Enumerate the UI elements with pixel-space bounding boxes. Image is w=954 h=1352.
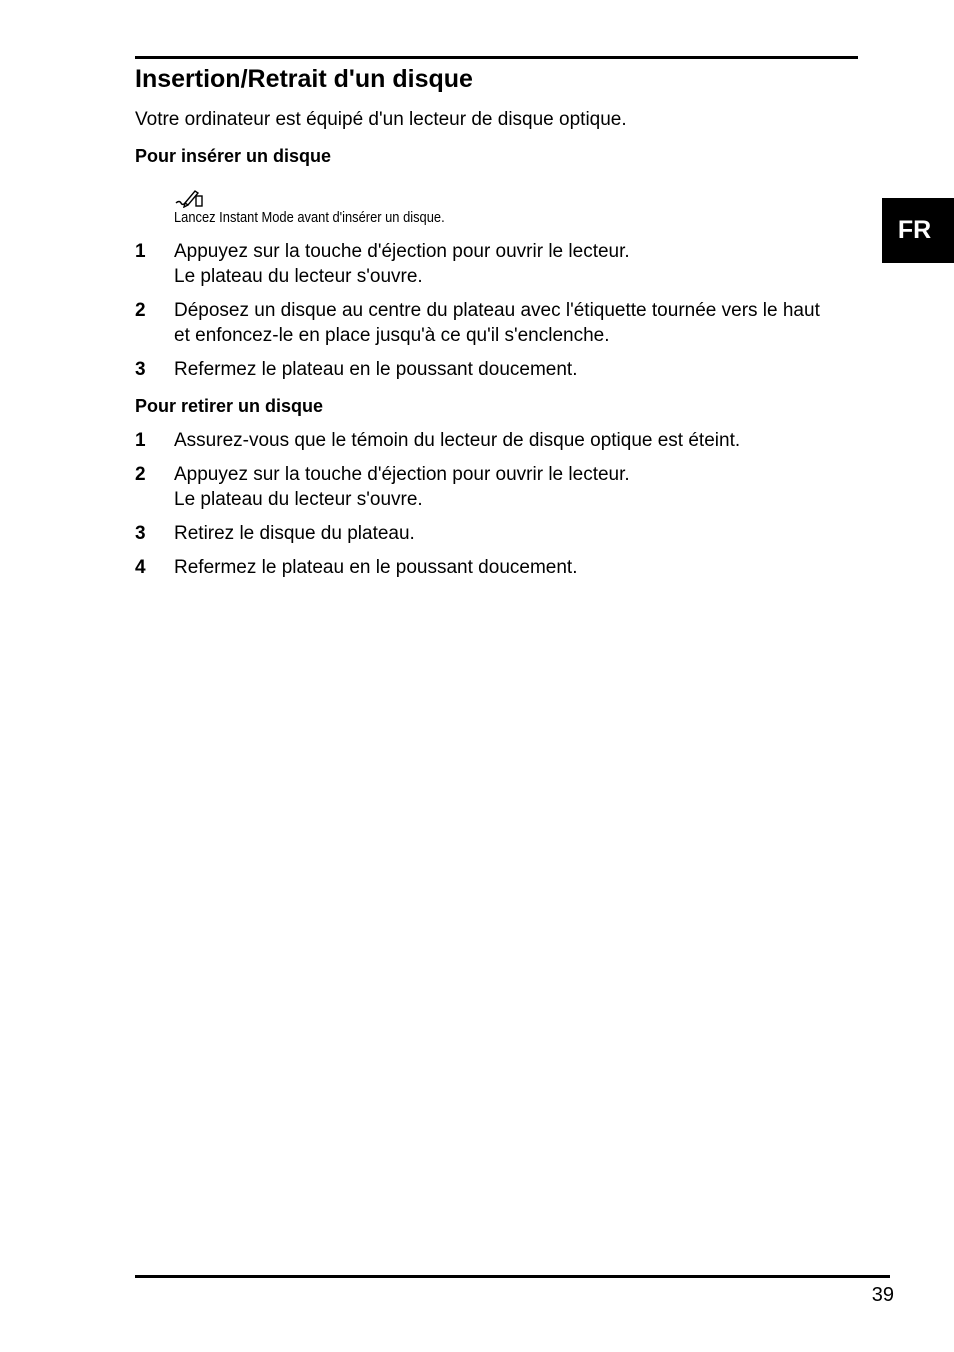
step-line: Appuyez sur la touche d'éjection pour ouvrir le lecteur. [174,464,630,485]
step-line: Refermez le plateau en le poussant doucement. [174,557,578,578]
pen-writing-icon [174,188,206,208]
step-number: 3 [135,523,146,544]
step-text [174,521,864,546]
insert-section-heading: Pour insérer un disque [135,146,332,166]
step-text [174,298,864,348]
step-text [174,239,864,289]
step-text [174,428,864,453]
step-line: Déposez un disque au centre du plateau avec l'étiquette tournée vers le haut [174,300,820,321]
step-text [174,555,864,580]
bottom-rule [135,1275,890,1278]
top-rule [135,56,858,59]
step-text [174,357,864,382]
note-text: Lancez Instant Mode avant d'insérer un disque. [174,209,445,226]
intro-paragraph: Votre ordinateur est équipé d'un lecteur de disque optique. [135,109,627,130]
step-line: Retirez le disque du plateau. [174,523,415,544]
page-title: Insertion/Retrait d'un disque [135,65,473,93]
page-number: 39 [871,1284,894,1306]
step-number: 1 [135,241,146,262]
step-line: et enfoncez-le en place jusqu'à ce qu'il s'enclenche. [174,325,610,346]
step-number: 1 [135,430,146,451]
step-line: Le plateau du lecteur s'ouvre. [174,266,423,287]
step-text [174,462,864,512]
language-tab: FR [882,198,954,263]
remove-section-heading: Pour retirer un disque [135,396,324,416]
step-number: 3 [135,359,146,380]
step-line: Appuyez sur la touche d'éjection pour ouvrir le lecteur. [174,241,630,262]
step-number: 2 [135,300,146,321]
step-line: Refermez le plateau en le poussant doucement. [174,359,578,380]
step-line: Assurez-vous que le témoin du lecteur de disque optique est éteint. [174,430,741,451]
step-number: 4 [135,557,146,578]
step-line: Le plateau du lecteur s'ouvre. [174,489,423,510]
step-number: 2 [135,464,146,485]
